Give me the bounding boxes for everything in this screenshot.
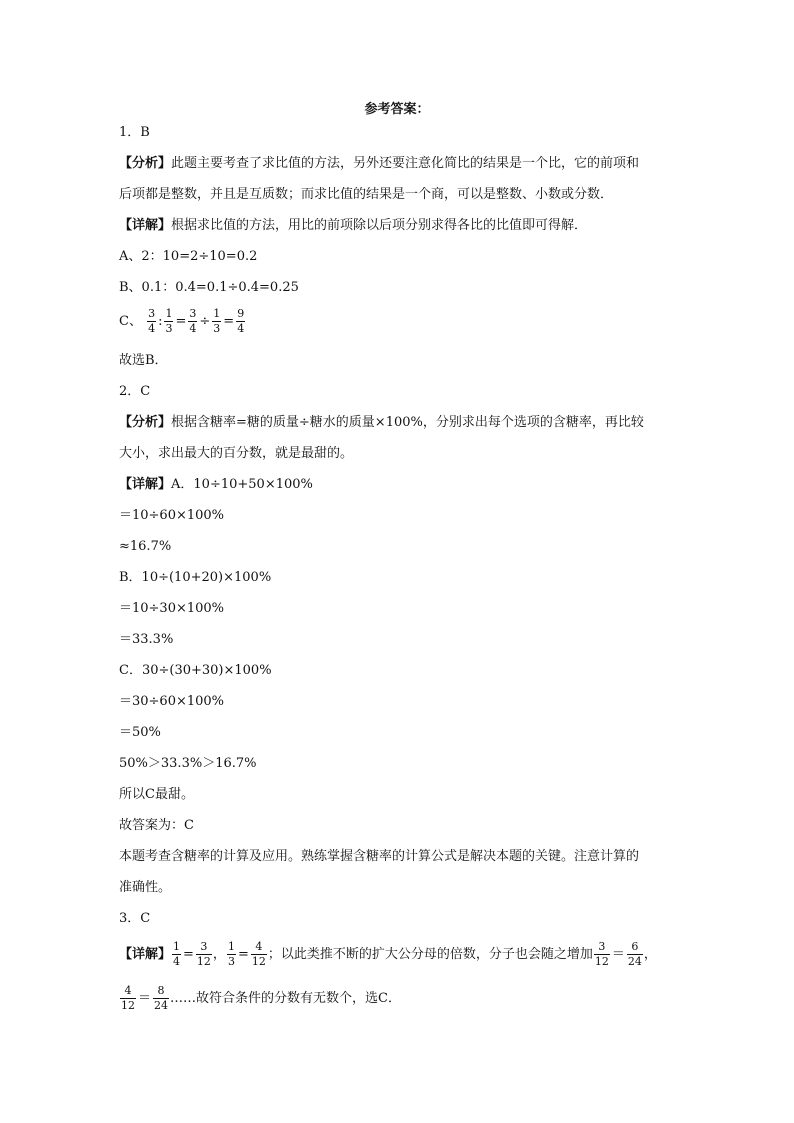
option-c-label: C、 — [119, 314, 142, 329]
q2-calc-c2: ＝30÷60×100% — [119, 694, 225, 709]
q2-calc-a2: ＝10÷60×100% — [119, 508, 225, 523]
q1-option-b: B、0.1：0.4=0.1÷0.4=0.25 — [119, 280, 299, 295]
q2-calc-b1: B．10÷(10+20)×100% — [119, 570, 272, 585]
fraction: $\frac{4}{12}$ — [251, 940, 266, 968]
analysis-tag: 【分析】 — [119, 415, 172, 430]
fraction: $\frac{1}{3}$ — [165, 307, 173, 335]
fraction: $\frac{9}{4}$ — [237, 307, 245, 335]
q1-option-a: A、2：10=2÷10=0.2 — [119, 249, 258, 264]
fraction: $\frac{3}{4}$ — [189, 307, 197, 335]
q2-calc-a3: ≈16.7% — [119, 539, 172, 554]
q2-note-line-1: 本题考查含糖率的计算及应用。熟练掌握含糖率的计算公式是解决本题的关键。注意计算的 — [119, 849, 640, 864]
q2-compare: 50%＞33.3%＞16.7% — [119, 756, 257, 771]
q1-analysis-line-2: 后项都是整数，并且是互质数；而求比值的结果是一个商，可以是整数、小数或分数． — [119, 187, 614, 202]
q2-calc-c3: ＝50% — [119, 725, 161, 740]
fraction: $\frac{4}{12}$ — [121, 984, 135, 1012]
q2-calc-b3: ＝33.3% — [119, 632, 174, 647]
q2-calc-c1: C．30÷(30+30)×100% — [119, 663, 272, 678]
q1-option-c: C、 $\frac{3}{4}$ : $\frac{1}{3}$ = $\frac{3}{4}$ ÷ $\frac{1}{3}$ = $\frac{9}{4}$ — [119, 307, 245, 335]
detail-text: 根据求比值的方法，用比的前项除以后项分别求得各比的比值即可得解． — [171, 218, 588, 233]
fraction: $\frac{6}{24}$ — [627, 940, 642, 968]
q3-number: 3．C — [119, 911, 151, 926]
q1-analysis-line-1 — [119, 155, 639, 173]
fraction: $\frac{3}{12}$ — [196, 940, 211, 968]
q2-answer: 故答案为：C — [119, 818, 194, 833]
analysis-text: 此题主要考查了求比值的方法，另外还要注意化简比的结果是一个比，它的前项和 — [171, 156, 640, 171]
fraction: $\frac{1}{3}$ — [213, 307, 221, 335]
q2-analysis-line-1 — [119, 414, 644, 432]
q2-analysis-line-2: 大小，求出最大的百分数，就是最甜的。 — [119, 446, 354, 461]
calc-text: A．10÷10+50×100% — [171, 477, 313, 492]
q1-detail-line — [119, 217, 587, 235]
page-title: 参考答案： — [364, 102, 430, 117]
q1-conclusion: 故选B． — [119, 353, 168, 368]
q2-number: 2．C — [119, 384, 151, 399]
q3-detail-line-2: $\frac{4}{12}$ ＝ $\frac{8}{24}$ ……故符合条件的分数有无数个，选C． — [121, 984, 401, 1012]
detail-text: ；以此类推不断的扩大公分母的倍数，分子也会随之增加 — [267, 947, 593, 962]
detail-tag: 【详解】 — [119, 947, 172, 962]
detail-tag: 【详解】 — [119, 477, 172, 492]
detail-text: ……故符合条件的分数有无数个，选C． — [170, 991, 401, 1006]
q2-note-line-2: 准确性。 — [119, 880, 172, 895]
fraction: $\frac{8}{24}$ — [154, 984, 169, 1012]
q2-so: 所以C最甜。 — [119, 787, 194, 802]
q2-calc-b2: ＝10÷30×100% — [119, 601, 225, 616]
fraction: $\frac{1}{3}$ — [227, 940, 235, 968]
fraction: $\frac{1}{4}$ — [173, 940, 181, 968]
analysis-text: 根据含糖率=糖的质量÷糖水的质量×100%，分别求出每个选项的含糖率，再比较 — [171, 415, 644, 430]
analysis-tag: 【分析】 — [119, 156, 172, 171]
q2-detail-a1 — [119, 476, 313, 494]
q3-detail-line-1: 【详解】 $\frac{1}{4}$ = $\frac{3}{12}$ ， $\frac{1}{3}$ = $\frac{4}{12}$ ；以此类推不断的扩大公分母的倍数，分子也会随之增加 $\frac{3}{12}$ ＝ $\frac{6}{24}$ ， — [119, 940, 657, 968]
q1-number: 1．B — [119, 125, 150, 140]
fraction: $\frac{3}{4}$ — [148, 307, 156, 335]
detail-tag: 【详解】 — [119, 218, 172, 233]
fraction: $\frac{3}{12}$ — [594, 940, 609, 968]
